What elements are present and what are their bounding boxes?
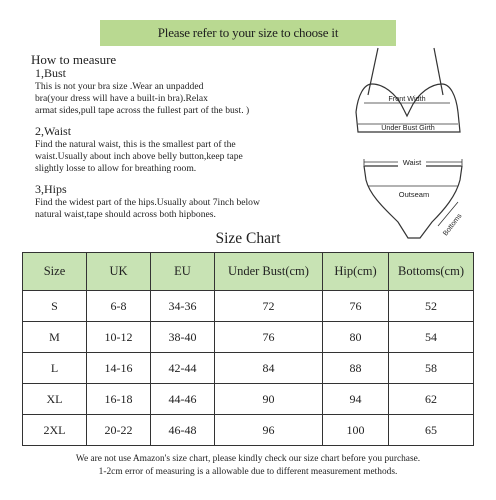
waist-line: slightly losse to allow for breathing room. [35, 163, 197, 174]
waist-section [35, 124, 297, 175]
table-cell: 72 [215, 291, 323, 322]
header-hip: Hip(cm) [323, 253, 389, 291]
header-bottoms: Bottoms(cm) [389, 253, 474, 291]
table-cell: 6-8 [87, 291, 151, 322]
table-cell: 90 [215, 384, 323, 415]
table-row [23, 353, 474, 384]
size-chart-title: Size Chart [215, 230, 281, 247]
table-row [23, 322, 474, 353]
table-cell: 58 [389, 353, 474, 384]
banner: Please refer to your size to choose it [100, 20, 396, 46]
header-eu: EU [151, 253, 215, 291]
table-row [23, 291, 474, 322]
outseam-label: Outseam [398, 190, 430, 199]
table-cell: 96 [215, 415, 323, 446]
table-cell: 20-22 [87, 415, 151, 446]
table-cell: 46-48 [151, 415, 215, 446]
table-cell: 76 [215, 322, 323, 353]
hips-line: natural waist,tape should across both hipbones. [35, 209, 216, 220]
table-cell: L [23, 353, 87, 384]
table-cell: 16-18 [87, 384, 151, 415]
waist-line: waist.Usually about inch above belly button,keep tape [35, 151, 243, 162]
size-chart-table [22, 252, 474, 446]
under-bust-girth-label: Under Bust Girth [381, 123, 435, 132]
hips-line: Find the widest part of the hips.Usually about 7inch below [35, 197, 260, 208]
table-cell: XL [23, 384, 87, 415]
bottoms-label: Bottoms [442, 212, 464, 238]
table-cell: 80 [323, 322, 389, 353]
table-cell: M [23, 322, 87, 353]
table-cell: 76 [323, 291, 389, 322]
waist-line: Find the natural waist, this is the smallest part of the [35, 139, 236, 150]
front-width-label: Front Width [388, 94, 426, 103]
table-cell: 38-40 [151, 322, 215, 353]
bust-heading: 1,Bust [35, 66, 67, 80]
how-to-measure-title: How to measure [31, 52, 117, 67]
hips-section [35, 182, 297, 221]
waist-label: Waist [402, 158, 422, 167]
table-row [23, 415, 474, 446]
bust-line: This is not your bra size .Wear an unpadded [35, 81, 204, 92]
table-cell: 94 [323, 384, 389, 415]
waist-heading: 2,Waist [35, 124, 72, 138]
bust-line: bra(your dress will have a built-in bra).Relax [35, 93, 208, 104]
table-row [23, 384, 474, 415]
table-cell: 44-46 [151, 384, 215, 415]
header-size: Size [23, 253, 87, 291]
header-under-bust: Under Bust(cm) [215, 253, 323, 291]
table-header-row [23, 253, 474, 291]
table-cell: 52 [389, 291, 474, 322]
footnote [0, 453, 496, 479]
table-cell: 65 [389, 415, 474, 446]
table-cell: 2XL [23, 415, 87, 446]
table-cell: 88 [323, 353, 389, 384]
table-cell: 54 [389, 322, 474, 353]
footnote-line: 1-2cm error of measuring is a allowable due to different measurement methods. [98, 467, 398, 477]
table-cell: 42-44 [151, 353, 215, 384]
footnote-line: We are not use Amazon's size chart, please kindly check our size chart before you purchase. [75, 454, 421, 464]
table-cell: S [23, 291, 87, 322]
table-cell: 100 [323, 415, 389, 446]
bust-line: armat sides,pull tape across the fullest part of the bust. ) [35, 105, 250, 116]
table-cell: 14-16 [87, 353, 151, 384]
header-uk: UK [87, 253, 151, 291]
table-cell: 84 [215, 353, 323, 384]
hips-heading: 3,Hips [35, 182, 67, 196]
table-cell: 34-36 [151, 291, 215, 322]
bust-section [35, 66, 297, 117]
bra-diagram [338, 40, 478, 140]
table-cell: 10-12 [87, 322, 151, 353]
table-cell: 62 [389, 384, 474, 415]
